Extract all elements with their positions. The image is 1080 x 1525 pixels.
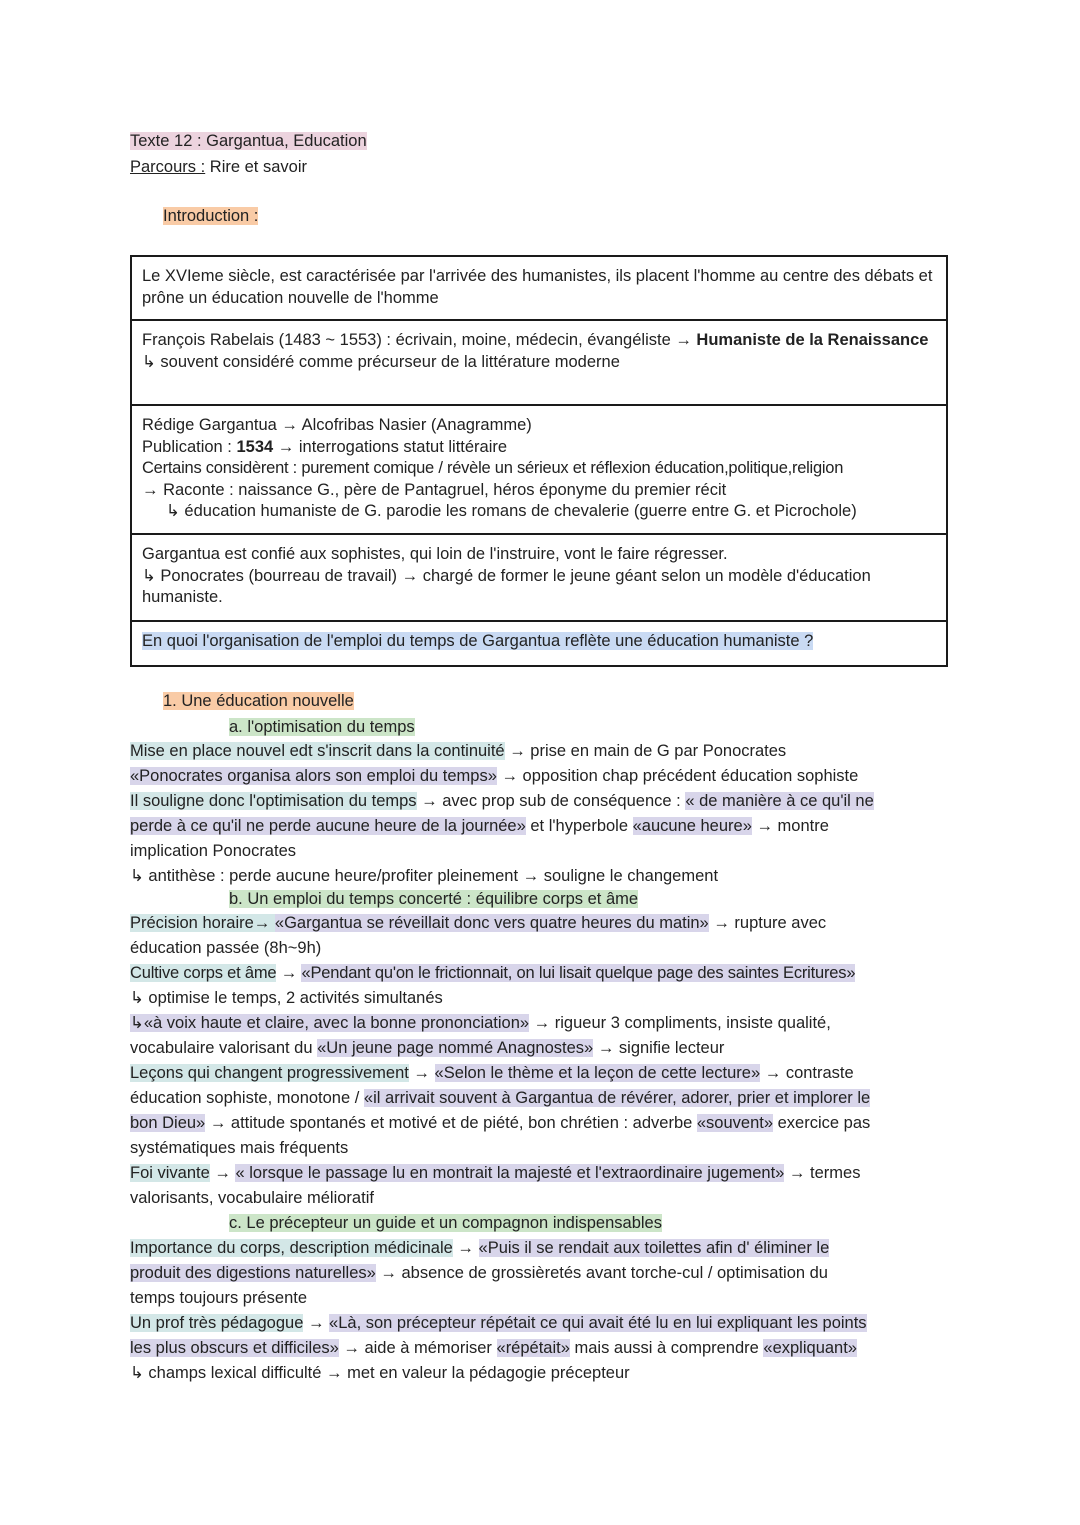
quote-highlight: «Un jeune page nommé Anagnostes»: [317, 1039, 594, 1057]
quote-highlight: ↳«à voix haute et claire, avec la bonne prononciation»: [130, 1014, 530, 1032]
document-title: [130, 131, 367, 151]
box-work-line-1: Rédige Gargantua → Alcofribas Nasier (Anagramme): [142, 416, 532, 434]
box-work-line-4: → Raconte : naissance G., père de Pantagruel, héros éponyme du premier récit: [142, 480, 727, 499]
text-line: ↳ antithèse : perde aucune heure/profiter pleinement → souligne le changement: [130, 867, 719, 885]
text-line: [130, 1113, 870, 1133]
text-fragment: vocabulaire valorisant du: [130, 1039, 318, 1057]
text-line: [130, 766, 858, 786]
box-work-line-3: Certains considèrent : purement comique / révèle un sérieux et réflexion éducation,politique,religion: [142, 459, 844, 477]
quote-highlight: «Ponocrates organisa alors son emploi du temps»: [130, 767, 497, 785]
text-line: [130, 913, 826, 933]
text-fragment: →: [452, 1239, 479, 1257]
text-fragment: →: [209, 1164, 236, 1182]
text-fragment: → contraste: [760, 1064, 854, 1082]
text-line: [130, 1263, 828, 1283]
quote-highlight: «souvent»: [696, 1114, 774, 1132]
intro-box-work: [130, 404, 948, 535]
quote-highlight: «Gargantua se réveillait donc vers quatre heures du matin»: [274, 914, 709, 932]
highlight-teal: Un prof très pédagogue: [130, 1314, 304, 1332]
quote-highlight: «répétait»: [496, 1339, 570, 1357]
intro-box-plot: [130, 533, 948, 622]
intro-box-author: [130, 319, 948, 406]
box-plot-line-2: ↳ Ponocrates (bourreau de travail) → chargé de former le jeune géant selon un modèle d'éducation humaniste.: [142, 566, 871, 606]
quote-highlight: produit des digestions naturelles»: [130, 1264, 376, 1282]
parcours-value: Rire et savoir: [205, 158, 307, 176]
intro-box-context: [130, 255, 948, 321]
section-1-heading: [163, 691, 354, 711]
subsection-c-label: c. Le précepteur un guide et un compagnon indispensables: [229, 1214, 662, 1232]
text-line: [130, 791, 874, 811]
text-line: [130, 1063, 854, 1083]
text-fragment: → montre: [751, 817, 829, 835]
box-plot-line-1: Gargantua est confié aux sophistes, qui loin de l'instruire, vont le faire régresser.: [142, 545, 728, 563]
parcours-line: [130, 157, 307, 177]
text-line: [130, 1238, 829, 1258]
quote-highlight: «Là, son précepteur répétait ce qui avait été lu en lui expliquant les points: [329, 1314, 867, 1332]
text-fragment: exercice pas: [773, 1114, 871, 1132]
box-work-line-5: ↳ éducation humaniste de G. parodie les romans de chevalerie (guerre entre G. et Picrochole): [166, 502, 857, 520]
quote-highlight: les plus obscurs et difficiles»: [130, 1339, 339, 1357]
text-line: éducation passée (8h~9h): [130, 939, 322, 957]
text-line: systématiques mais fréquents: [130, 1139, 349, 1157]
text-fragment: →: [303, 1314, 330, 1332]
subsection-c-heading: [229, 1213, 662, 1233]
text-fragment: → signifie lecteur: [593, 1039, 725, 1057]
quote-highlight: « lorsque le passage lu en montrait la majesté et l'extraordinaire jugement»: [235, 1164, 785, 1182]
quote-highlight: «il arrivait souvent à Gargantua de révérer, adorer, prier et implorer le: [363, 1089, 871, 1107]
quote-highlight: « de manière à ce qu'il ne: [685, 792, 874, 810]
box-work-publication-note: → interrogations statut littéraire: [273, 437, 508, 456]
text-line: implication Ponocrates: [130, 842, 296, 860]
text-fragment: mais aussi à comprendre: [569, 1339, 764, 1357]
text-line: [130, 741, 786, 761]
text-fragment: et l'hyperbole: [525, 817, 633, 835]
text-line: temps toujours présente: [130, 1289, 308, 1307]
quote-highlight: «expliquant»: [763, 1339, 857, 1357]
quote-highlight: «aucune heure»: [632, 817, 752, 835]
subsection-a-heading: [229, 717, 415, 737]
highlight-teal: Leçons qui changent progressivement: [130, 1064, 409, 1082]
text-fragment: → termes: [784, 1164, 861, 1182]
text-fragment: → prise en main de G par Ponocrates: [504, 742, 787, 760]
text-line: [130, 1338, 857, 1358]
text-line: [130, 1013, 831, 1033]
text-fragment: éducation sophiste, monotone /: [130, 1089, 364, 1107]
highlight-teal: Importance du corps, description médicinale: [130, 1239, 453, 1257]
subsection-a-label: a. l'optimisation du temps: [229, 718, 415, 736]
highlight-teal: Précision horaire→: [130, 914, 275, 932]
highlight-teal: Cultive corps et âme: [130, 964, 277, 982]
title-text: Texte 12 : Gargantua, Education: [130, 132, 367, 150]
text-fragment: → rupture avec: [708, 914, 827, 932]
text-line: ↳ champs lexical difficulté → met en valeur la pédagogie précepteur: [130, 1364, 630, 1382]
introduction-label: Introduction :: [163, 207, 259, 225]
quote-highlight: perde à ce qu'il ne perde aucune heure de la journée»: [130, 817, 526, 835]
subsection-b-heading: [229, 889, 638, 909]
box-work-publication-label: Publication :: [142, 437, 237, 456]
text-fragment: →: [276, 964, 302, 982]
text-line: [130, 1163, 860, 1183]
text-fragment: → rigueur 3 compliments, insiste qualité,: [529, 1014, 831, 1032]
text-line: ↳ optimise le temps, 2 activités simultanés: [130, 989, 443, 1007]
text-line: [130, 963, 855, 983]
box-author-text: François Rabelais (1483 ~ 1553) : écrivain, moine, médecin, évangéliste →: [142, 331, 697, 349]
box-author-note: ↳ souvent considéré comme précurseur de la littérature moderne: [142, 352, 620, 371]
box-context-text: Le XVIeme siècle, est caractérisée par l'arrivée des humanistes, ils placent l'homme au centre des débats et prône un éducation nouvelle de l'homme: [142, 267, 933, 307]
text-fragment: → attitude spontanés et motivé et de piété, bon chrétien : adverbe: [205, 1114, 697, 1132]
section-1-label: 1. Une éducation nouvelle: [163, 692, 354, 710]
text-line: [130, 1313, 867, 1333]
text-fragment: → opposition chap précédent éducation sophiste: [496, 767, 859, 785]
text-line: [130, 816, 829, 836]
box-author-bold: Humaniste de la Renaissance: [696, 331, 929, 349]
highlight-teal: Foi vivante: [130, 1164, 210, 1182]
highlight-teal: Il souligne donc l'optimisation du temps: [130, 792, 417, 810]
text-fragment: → absence de grossièretés avant torche-cul / optimisation du: [375, 1264, 828, 1282]
quote-highlight: «Puis il se rendait aux toilettes afin d' éliminer le: [478, 1239, 830, 1257]
text-line: [130, 1088, 870, 1108]
text-fragment: → aide à mémoriser: [338, 1339, 497, 1357]
quote-highlight: «Selon le thème et la leçon de cette lecture»: [434, 1064, 761, 1082]
parcours-label: Parcours :: [130, 158, 206, 176]
text-line: [130, 1038, 724, 1058]
problematic-text: En quoi l'organisation de l'emploi du temps de Gargantua reflète une éducation humaniste ?: [142, 632, 814, 650]
highlight-teal: Mise en place nouvel edt s'inscrit dans la continuité: [130, 742, 505, 760]
quote-highlight: «Pendant qu'on le frictionnait, on lui lisait quelque page des saintes Ecritures»: [301, 964, 856, 982]
box-work-year: 1534: [236, 437, 274, 456]
text-line: valorisants, vocabulaire mélioratif: [130, 1189, 374, 1207]
text-fragment: → avec prop sub de conséquence :: [416, 792, 686, 810]
introduction-heading: [163, 206, 258, 226]
quote-highlight: bon Dieu»: [130, 1114, 206, 1132]
intro-box-problematic: [130, 620, 948, 667]
subsection-b-label: b. Un emploi du temps concerté : équilibre corps et âme: [229, 890, 639, 908]
text-fragment: →: [408, 1064, 435, 1082]
